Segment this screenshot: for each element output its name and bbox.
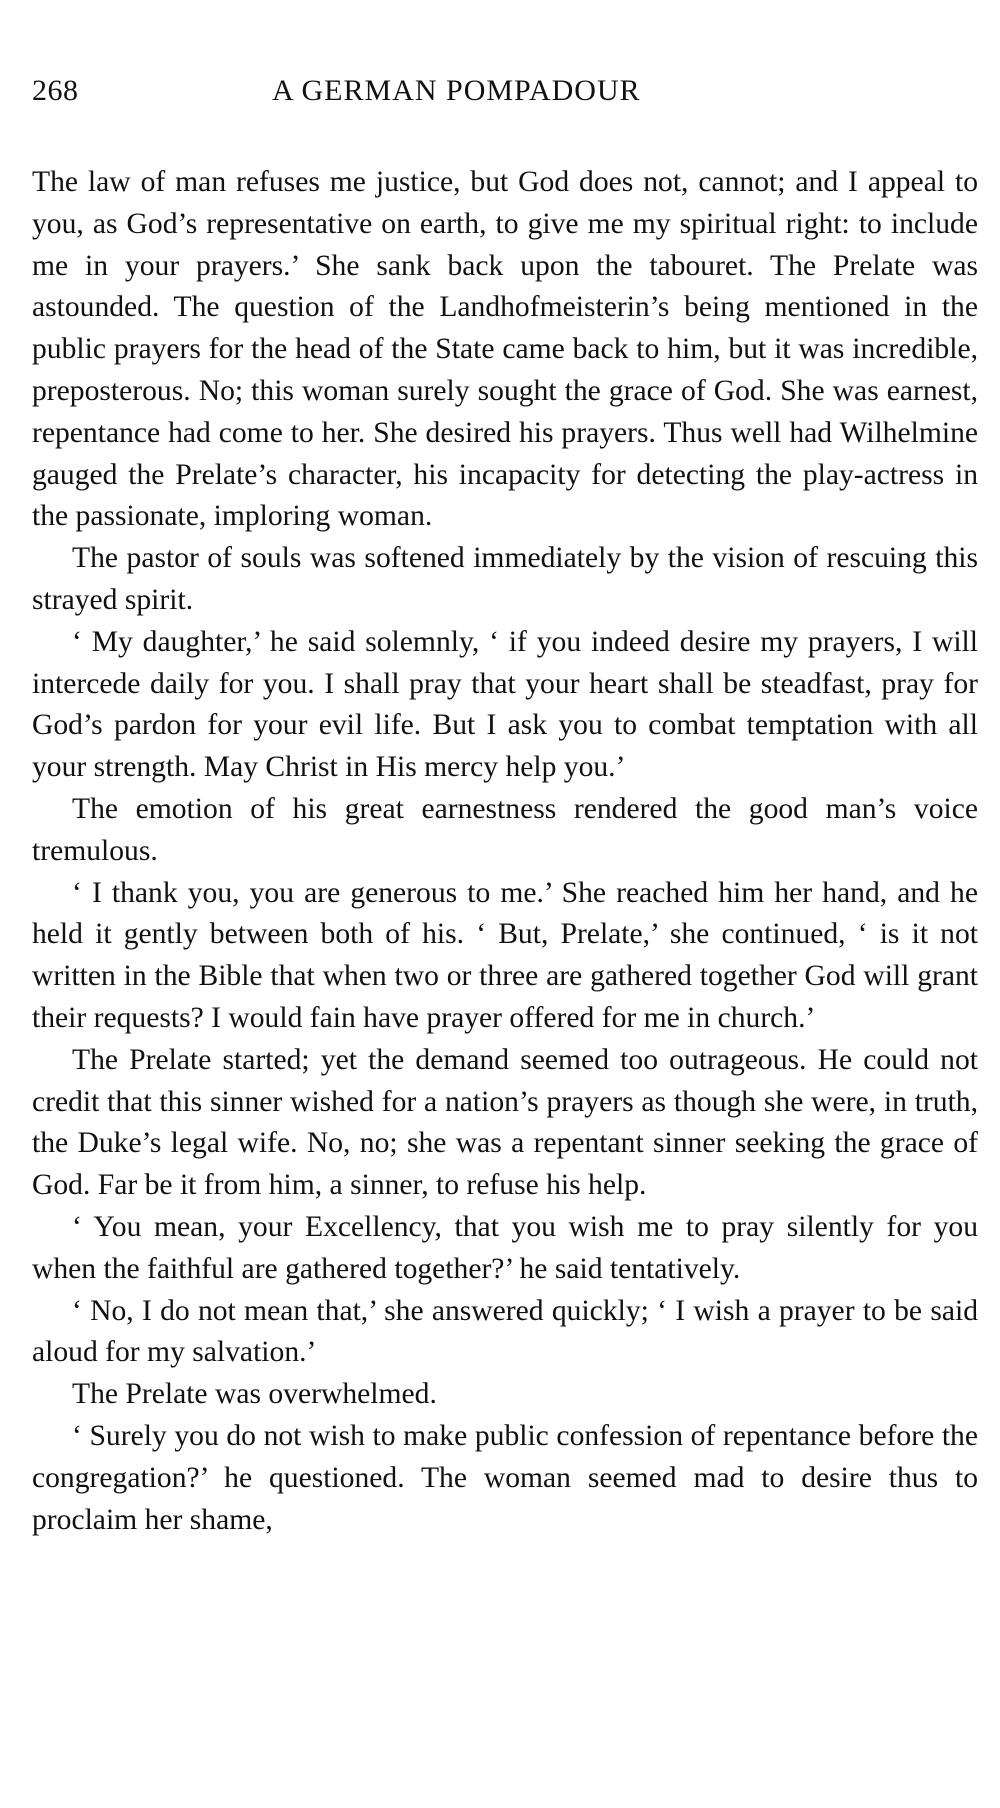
paragraph: ‘ I thank you, you are generous to me.’ She reached him her hand, and he held it gently between both of his. ‘ But, Prelate,’ she continued, ‘ is it not written in the Bible that when two or three are gathered together God will grant their requests? I would fain have prayer offered for me in church.’: [32, 876, 978, 1034]
body-text: [32, 162, 978, 1541]
paragraph: The pastor of souls was softened immediately by the vision of rescuing this strayed spirit.: [32, 542, 978, 616]
paragraph: ‘ Surely you do not wish to make public confession of repentance before the congregation?’ he questioned. The woman seemed mad to desire thus to proclaim her shame,: [32, 1419, 978, 1536]
page-number: 268: [32, 74, 79, 107]
paragraph: The Prelate started; yet the demand seemed too outrageous. He could not credit that this sinner wished for a nation’s prayers as though she were, in truth, the Duke’s legal wife. No, no; she was a repentant sinner seeking the grace of God. Far be it from him, a sinner, to refuse his help.: [32, 1043, 978, 1202]
paragraph-continued: The law of man refuses me justice, but God does not, cannot; and I appeal to you, as God’s representative on earth, to give me my spiritual right: to include me in your prayers.’ She sank back upon the tabouret. The Prelate was astounded. The question of the Landhofmeisterin’s being mentioned in the public prayers for the head of the State came back to him, but it was incredible, preposterous. No; this woman surely sought the grace of God. She was earnest, repentance had come to her. She desired his prayers. Thus well had Wilhelmine gauged the Prelate’s character, his incapacity for detecting the play-actress in the passionate, imploring woman.: [32, 166, 978, 533]
running-title: A GERMAN POMPADOUR: [272, 74, 641, 107]
paragraph: ‘ No, I do not mean that,’ she answered quickly; ‘ I wish a prayer to be said aloud for my salvation.’: [32, 1294, 978, 1369]
paragraph: The Prelate was overwhelmed.: [72, 1378, 437, 1411]
paragraph: The emotion of his great earnestness rendered the good man’s voice tremulous.: [32, 792, 978, 867]
paragraph: ‘ You mean, your Excellency, that you wish me to pray silently for you when the faithful are gathered together?’ he said tentatively.: [32, 1210, 978, 1285]
running-head: [32, 74, 978, 134]
book-page: [32, 74, 978, 1541]
paragraph: ‘ My daughter,’ he said solemnly, ‘ if you indeed desire my prayers, I will intercede daily for you. I shall pray that your heart shall be steadfast, pray for God’s pardon for your evil life. But I ask you to combat temptation with all your strength. May Christ in His mercy help you.’: [32, 625, 978, 784]
